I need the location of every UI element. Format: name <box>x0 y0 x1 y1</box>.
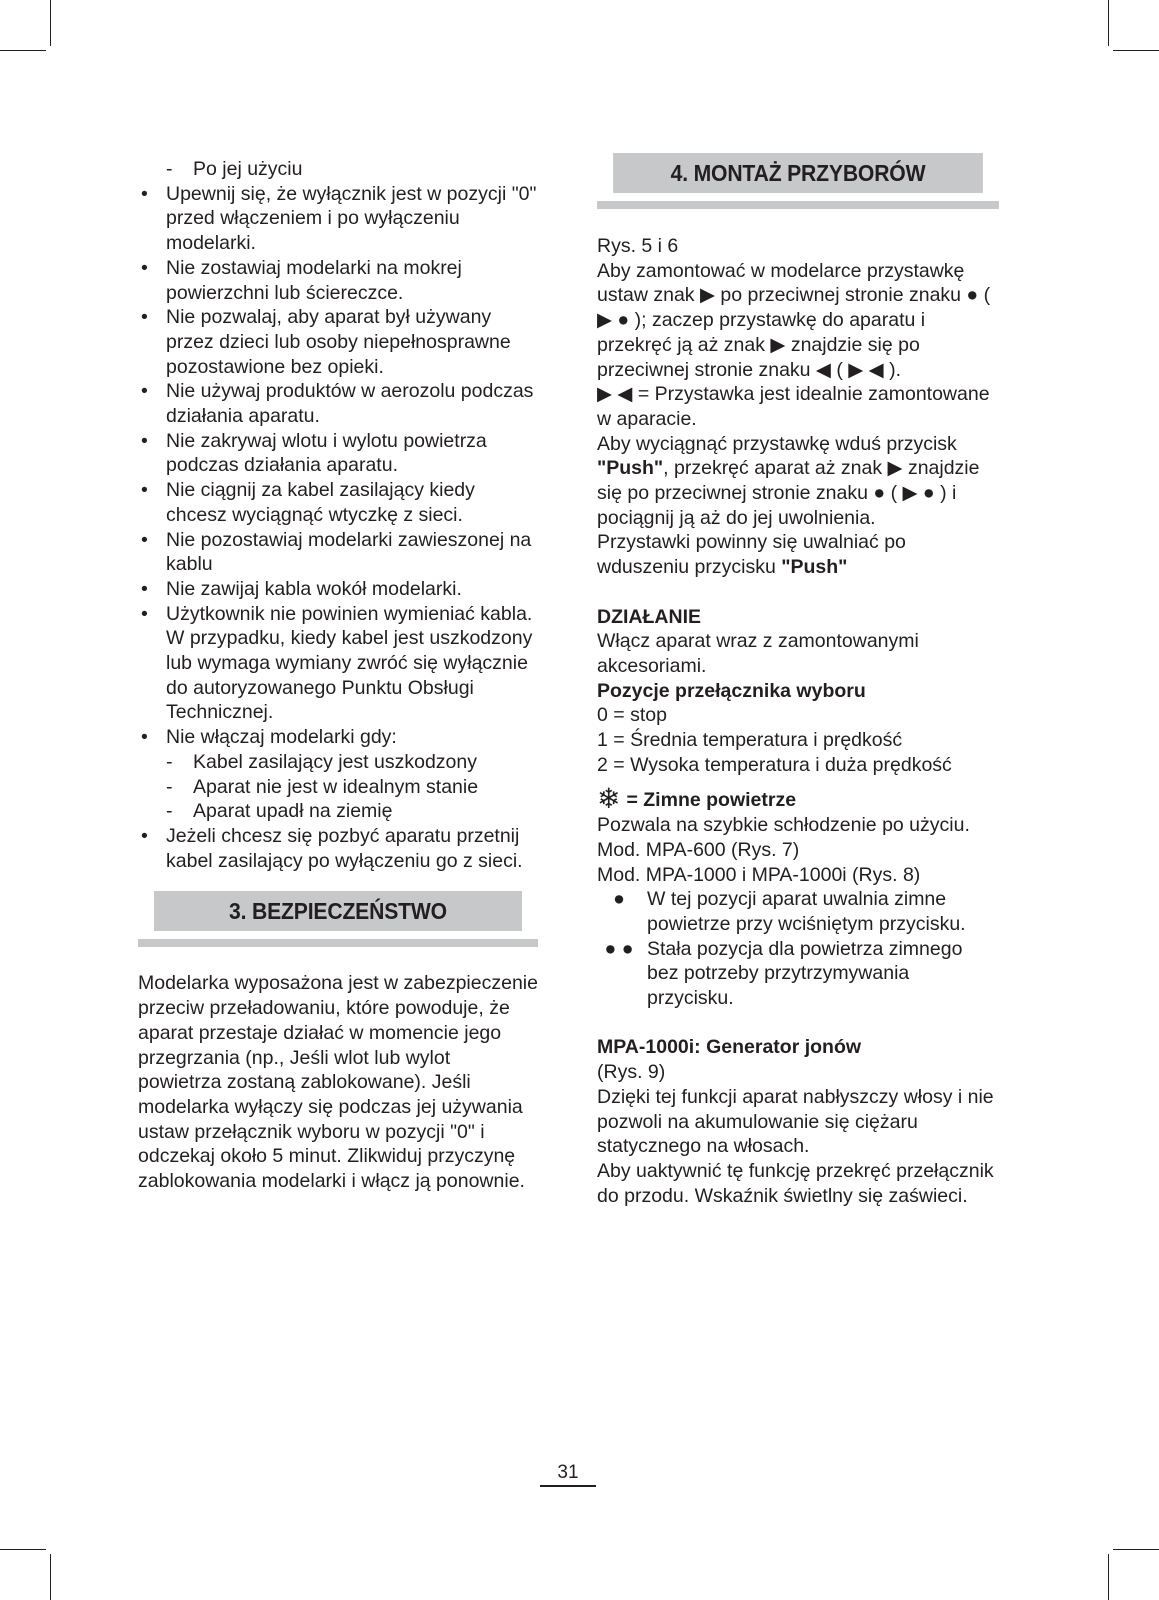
condition-dash-list <box>138 750 538 824</box>
list-item: • Użytkownik nie powinien wymieniać kabla. W przypadku, kiedy kabel jest uszkodzony lub wymaga wymiany zwróć się wyłącznie do autoryzowanego Punktu Obsługi Technicznej. <box>138 602 538 726</box>
switch-position: 0 = stop <box>597 704 667 727</box>
section-3-header <box>138 891 538 947</box>
section-3-paragraph: Modelarka wyposażona jest w zabezpieczenie przeciw przeładowaniu, które powoduje, że aparat przestaje działać w momencie jego przegrzania (np., Jeśli wlot lub wylot powietrza zostaną zablokowane). Jeśli modelarka wyłączy się podczas jej używania ustaw przełącznik wyboru w pozycji "0" i odczekaj około 5 minut. Zlikwiduj przyczynę zablokowania modelarki i włącz ją ponownie. <box>138 972 538 1193</box>
crop-mark <box>50 0 51 46</box>
crop-mark <box>1113 1549 1159 1550</box>
cold-mode-list <box>597 887 999 1011</box>
switch-heading: Pozycje przełącznika wyboru <box>597 679 866 702</box>
section-title: 3. BEZPIECZEŃSTWO <box>229 898 447 925</box>
operation-heading: DZIAŁANIE <box>597 605 701 628</box>
right-column <box>597 157 999 1208</box>
section-rule <box>138 939 538 947</box>
crop-mark <box>0 1549 46 1550</box>
section-rule <box>597 201 999 209</box>
section-3-title-bar <box>154 891 522 931</box>
figure-reference: Rys. 5 i 6 <box>597 235 679 257</box>
cold-air-heading <box>597 783 999 815</box>
model-600-ref: Mod. MPA-600 (Rys. 7) <box>597 838 800 861</box>
list-item: • Upewnij się, że wyłącznik jest w pozycji "0" przed włączeniem i po wyłączeniu modelarki. <box>138 182 538 256</box>
switch-position: 1 = Średnia temperatura i prędkość <box>597 729 903 752</box>
double-dot-symbol: ● ● <box>604 937 634 960</box>
removal-paragraph <box>597 432 999 531</box>
list-item: • Jeżeli chcesz się pozbyć aparatu przetnij kabel zasilający po wyłączeniu go z sieci. <box>138 824 538 873</box>
safety-bullet-list <box>138 182 538 750</box>
page-number: 31 <box>540 1462 596 1487</box>
crop-mark <box>1108 0 1109 46</box>
snowflake-icon: ❄ <box>597 783 621 815</box>
mounting-paragraph: Aby zamontować w modelarce przystawkę ustaw znak ▶ po przeciwnej stronie znaku ● ( ▶ ● ); zaczep przystawkę do aparatu i przekręć ją aż znak ▶ znajdzie się po przeciwnej stronie znaku ◀ ( ▶ ◀ ). <box>597 259 991 381</box>
list-item: - Aparat upadł na ziemię <box>138 799 538 824</box>
list-item: • Nie włączaj modelarki gdy: <box>138 725 538 750</box>
list-item: • Nie ciągnij za kabel zasilający kiedy chcesz wyciągnąć wtyczkę z sieci. <box>138 478 538 527</box>
push-label: "Push" <box>597 457 664 480</box>
push-label: "Push" <box>781 556 848 579</box>
ion-figure-reference: (Rys. 9) <box>597 1061 666 1084</box>
crop-mark <box>0 50 46 51</box>
dot-symbol: ● <box>613 888 625 911</box>
section-4-header <box>597 153 999 209</box>
cold-air-label: = Zimne powietrze <box>626 789 797 812</box>
list-item: • Nie zawijaj kabla wokół modelarki. <box>138 577 538 602</box>
operation-paragraph: Włącz aparat wraz z zamontowanymi akcesoriami. <box>597 630 919 677</box>
list-item <box>597 937 999 1011</box>
ion-activation-paragraph: Aby uaktywnić tę funkcję przekręć przełącznik do przodu. Wskaźnik świetlny się zaświeci. <box>597 1159 994 1207</box>
list-item: • Nie zostawiaj modelarki na mokrej powierzchni lub ściereczce. <box>138 256 538 305</box>
mounted-note: ▶ ◀ = Przystawka jest idealnie zamontowane w aparacie. <box>597 383 990 430</box>
list-item: • Nie używaj produktów w aerozolu podczas działania aparatu. <box>138 379 538 428</box>
release-paragraph <box>597 530 999 579</box>
ion-generator-heading: MPA-1000i: Generator jonów <box>597 1036 862 1059</box>
crop-mark <box>1108 1554 1109 1600</box>
list-item: - Kabel zasilający jest uszkodzony <box>138 750 538 775</box>
spacer <box>597 1011 999 1036</box>
list-item: • Nie pozwalaj, aby aparat był używany przez dzieci lub osoby niepełnosprawne pozostawione bez opieki. <box>138 305 538 379</box>
text-run: Aby wyciągnąć przystawkę wduś przycisk <box>597 432 957 455</box>
left-column <box>138 157 538 1194</box>
cold-air-paragraph: Pozwala na szybkie schłodzenie po użyciu. <box>597 814 970 837</box>
list-item <box>597 887 999 936</box>
text-run: Przystawki powinny się uwalniać po wduszeniu przycisku <box>597 531 906 579</box>
section-4-title-bar <box>613 153 983 193</box>
section-title: 4. MONTAŻ PRZYBORÓW <box>670 160 926 186</box>
list-item: • Nie zakrywaj wlotu i wylotu powietrza podczas działania aparatu. <box>138 429 538 478</box>
spacer <box>597 580 999 605</box>
crop-mark <box>50 1554 51 1600</box>
mode-text: Stała pozycja dla powietrza zimnego bez potrzeby przytrzymywania przycisku. <box>647 937 963 1010</box>
model-1000-ref: Mod. MPA-1000 i MPA-1000i (Rys. 8) <box>597 863 921 886</box>
crop-mark <box>1113 50 1159 51</box>
list-item: - Po jej użyciu <box>138 157 538 182</box>
list-item: • Nie pozostawiaj modelarki zawieszonej na kablu <box>138 528 538 577</box>
ion-paragraph: Dzięki tej funkcji aparat nabłyszczy włosy i nie pozwoli na akumulowanie się ciężaru statycznego na włosach. <box>597 1085 994 1158</box>
list-item: - Aparat nie jest w idealnym stanie <box>138 775 538 800</box>
switch-position: 2 = Wysoka temperatura i duża prędkość <box>597 753 952 776</box>
intro-dash-list <box>138 157 538 182</box>
disposal-bullet-list <box>138 824 538 873</box>
mode-text: W tej pozycji aparat uwalnia zimne powietrze przy wciśniętym przycisku. <box>647 888 966 935</box>
text-run: , przekręć aparat aż znak ▶ znajdzie się po przeciwnej stronie znaku ● ( ▶ ● ) i pociągnij ją aż do jej uwolnienia. <box>597 457 980 529</box>
